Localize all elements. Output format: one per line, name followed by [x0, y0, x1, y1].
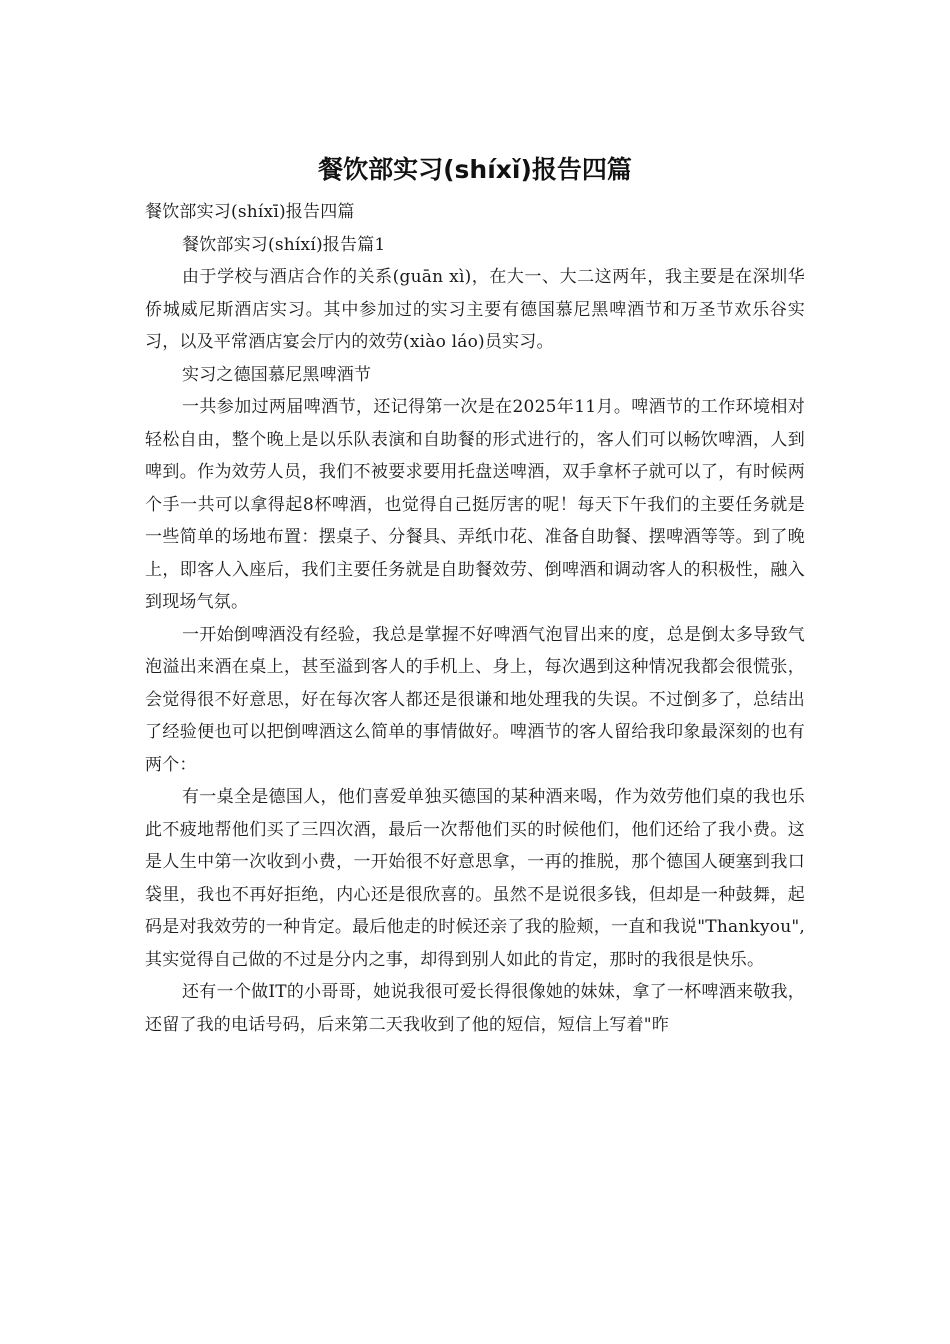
- paragraph-section-heading: 餐饮部实习(shíxí)报告篇1: [182, 234, 386, 255]
- paragraph-beer-festival: 一共参加过两届啤酒节，还记得第一次是在2025年11月。啤酒节的工作环境相对轻松自由，整个晚上是以乐队表演和自助餐的形式进行的，客人们可以畅饮啤酒，人到啤到。作为效劳人员，我们不被要求要用托盘送啤酒，双手拿杯子就可以了，有时候两个手一共可以拿得起8杯啤酒，也觉得自己挺厉害的呢！每天下午我们的主要任务就是一些简单的场地布置：摆桌子、分餐具、弄纸巾花、准备自助餐、摆啤酒等等。到了晚上，即客人入座后，我们主要任务就是自助餐效劳、倒啤酒和调动客人的积极性，融入到现场气氛。: [145, 397, 805, 612]
- paragraph-subheading: 实习之德国慕尼黑啤酒节: [182, 364, 372, 385]
- document-body: [145, 196, 805, 1041]
- paragraph-it-guest: 还有一个做IT的小哥哥，她说我很可爱长得很像她的妹妹，拿了一杯啤酒来敬我，还留了我的电话号码，后来第二天我收到了他的短信，短信上写着"昨: [145, 982, 805, 1035]
- paragraph-intro: 由于学校与酒店合作的关系(guān xì)，在大一、大二这两年，我主要是在深圳华侨城威尼斯酒店实习。其中参加过的实习主要有德国慕尼黑啤酒节和万圣节欢乐谷实习，以及平常酒店宴会厅内的效劳(xiào láo)员实习。: [145, 267, 805, 352]
- paragraph-german-guests: 有一桌全是德国人，他们喜爱单独买德国的某种酒来喝，作为效劳他们桌的我也乐此不疲地帮他们买了三四次酒，最后一次帮他们买的时候他们，他们还给了我小费。这是人生中第一次收到小费，一开始很不好意思拿，一再的推脱，那个德国人硬塞到我口袋里，我也不再好拒绝，内心还是很欣喜的。虽然不是说很多钱，但却是一种鼓舞，起码是对我效劳的一种肯定。最后他走的时候还亲了我的脸颊，一直和我说"Thankyou",其实觉得自己做的不过是分内之事，却得到别人如此的肯定，那时的我很是快乐。: [145, 787, 805, 970]
- paragraph-pouring-beer: 一开始倒啤酒没有经验，我总是掌握不好啤酒气泡冒出来的度，总是倒太多导致气泡溢出来酒在桌上，甚至溢到客人的手机上、身上，每次遇到这种情况我都会很慌张，会觉得很不好意思，好在每次客人都还是很谦和地处理我的失误。不过倒多了，总结出了经验便也可以把倒啤酒这么简单的事情做好。啤酒节的客人留给我印象最深刻的也有两个：: [145, 624, 805, 775]
- document-title: 餐饮部实习(shíxǐ)报告四篇: [318, 155, 632, 184]
- paragraph-subtitle: 餐饮部实习(shíxī)报告四篇: [145, 202, 355, 222]
